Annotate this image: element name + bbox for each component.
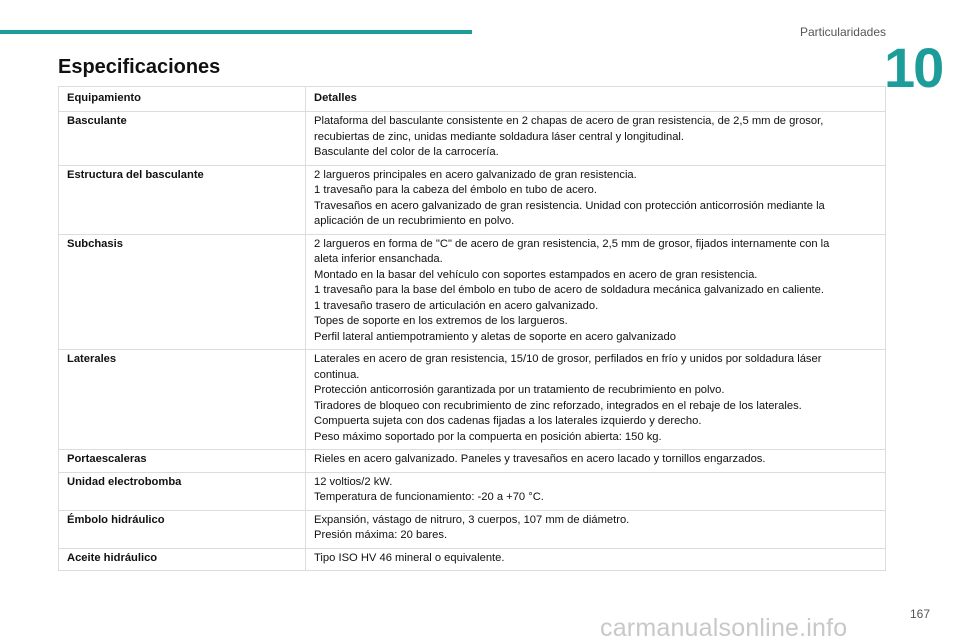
details-line: 1 travesaño para la base del émbolo en tubo de acero de soldadura mecánica galvanizado en caliente. (314, 284, 824, 296)
table-row (59, 165, 886, 234)
page-number: 167 (909, 607, 930, 621)
page-title: Especificaciones (58, 56, 221, 78)
details-line: Montado en la basar del vehículo con soportes estampados en acero de gran resistencia. (314, 268, 758, 281)
details-cell (306, 350, 886, 450)
table-row (59, 350, 886, 450)
details-line: aleta inferior ensanchada. (314, 253, 443, 265)
details-line: Tiradores de bloqueo con recubrimiento de zinc reforzado, integrados en el rebaje de los laterales. (314, 399, 802, 412)
details-line: 2 largueros principales en acero galvanizado de gran resistencia. (314, 168, 637, 181)
column-header-equipment: Equipamiento (59, 87, 306, 112)
details-line: recubiertas de zinc, unidas mediante soldadura láser central y longitudinal. (314, 130, 685, 143)
details-cell (306, 234, 886, 350)
details-line: Compuerta sujeta con dos cadenas fijadas a los laterales izquierdo y derecho. (314, 415, 702, 427)
table-row (59, 112, 886, 166)
table-row (59, 548, 886, 571)
details-line: Topes de soporte en los extremos de los largueros. (314, 315, 568, 327)
details-cell (306, 510, 886, 548)
details-line: 1 travesaño trasero de articulación en acero galvanizado. (314, 299, 599, 312)
details-line: Expansión, vástago de nitruro, 3 cuerpos, 107 mm de diámetro. (314, 513, 630, 526)
table-body (59, 112, 886, 571)
header-accent-bar (0, 30, 472, 34)
details-line: Presión máxima: 20 bares. (314, 529, 448, 541)
equipment-cell: Portaescaleras (59, 450, 306, 473)
details-line: Rieles en acero galvanizado. Paneles y travesaños en acero lacado y tornillos engarzados. (314, 453, 766, 465)
details-line: Plataforma del basculante consistente en 2 chapas de acero de gran resistencia, de 2,5 mm de grosor, (314, 115, 824, 127)
details-line: 2 largueros en forma de "C" de acero de gran resistencia, 2,5 mm de grosor, fijados internamente con la (314, 237, 830, 250)
details-line: Temperatura de funcionamiento: -20 a +70 °C. (314, 491, 544, 503)
watermark: carmanualsonline.info (600, 614, 848, 642)
details-cell (306, 548, 886, 571)
equipment-cell: Basculante (59, 112, 306, 166)
chapter-number: 10 (884, 36, 943, 99)
column-header-details: Detalles (306, 87, 886, 112)
details-line: 1 travesaño para la cabeza del émbolo en tubo de acero. (314, 184, 597, 196)
equipment-cell: Émbolo hidráulico (59, 510, 306, 548)
details-line: Protección anticorrosión garantizada por un tratamiento de recubrimiento en polvo. (314, 384, 725, 396)
details-cell (306, 112, 886, 166)
details-line: aplicación de un recubrimiento en polvo. (314, 215, 515, 227)
equipment-cell: Estructura del basculante (59, 165, 306, 234)
details-line: Perfil lateral antiempotramiento y aletas de soporte en acero galvanizado (314, 330, 676, 343)
details-line: Peso máximo soportado por la compuerta en posición abierta: 150 kg. (314, 430, 662, 443)
details-line: Basculante del color de la carrocería. (314, 146, 499, 158)
details-line: Tipo ISO HV 46 mineral o equivalente. (314, 551, 505, 564)
table-row (59, 450, 886, 473)
table-header-row (59, 87, 886, 112)
details-cell (306, 450, 886, 473)
equipment-cell: Subchasis (59, 234, 306, 350)
details-line: 12 voltios/2 kW. (314, 475, 393, 488)
table-row (59, 234, 886, 350)
table-row (59, 472, 886, 510)
details-cell (306, 165, 886, 234)
equipment-cell: Laterales (59, 350, 306, 450)
equipment-cell: Aceite hidráulico (59, 548, 306, 571)
section-label: Particularidades (799, 25, 886, 39)
details-line: continua. (314, 368, 360, 381)
details-line: Travesaños en acero galvanizado de gran resistencia. Unidad con protección anticorrosión mediante la (314, 199, 825, 212)
table-row (59, 510, 886, 548)
equipment-cell: Unidad electrobomba (59, 472, 306, 510)
details-line: Laterales en acero de gran resistencia, 15/10 de grosor, perfilados en frío y unidos por soldadura láser (314, 353, 822, 365)
details-cell (306, 472, 886, 510)
specifications-table (58, 86, 886, 571)
